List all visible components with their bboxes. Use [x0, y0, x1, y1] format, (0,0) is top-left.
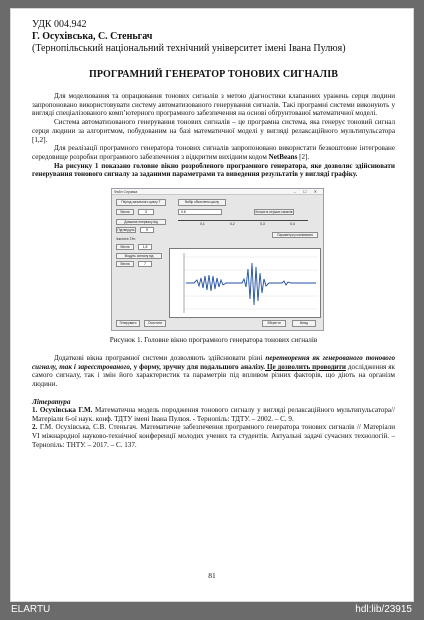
- scale-tick-3: 0,3: [260, 222, 265, 227]
- paragraph-5-e: дослідження як самого сигналу, так і змін його характеристик та параметрів під впливом різних факторів, що діють на організм людини.: [32, 362, 395, 389]
- frequency-label: Частота T/m: [116, 237, 136, 242]
- period-button: Період загального циклу T: [116, 199, 166, 206]
- reference-1: [32, 406, 395, 423]
- paragraph-1: Для моделювання та опрацювання тонових сигналів з метою діагностики клапанних уражень серця людини запропоновано використовувати систему автоматизованого генерування сигналів. Такі програмні системи виконують у вигляді спеціалізованого комп’ютерного програмного забезпечення на основі обґрунтованої математичної моделі.: [32, 92, 395, 118]
- range-button: Довжина інтервалу від: [116, 219, 166, 225]
- value-input-4: 7: [138, 261, 152, 267]
- document-page: [10, 8, 414, 602]
- value-label-1: Весна: [116, 209, 134, 215]
- signal-module-button: Модуль сигналу від: [116, 253, 162, 259]
- paragraph-5-d: Це дозволить проводити: [265, 362, 346, 371]
- authors: Г. Осухівська, С. Стеньгач: [32, 31, 153, 42]
- figure-1-app-window: [111, 188, 324, 331]
- params-button: Кількість перших каналів: [255, 210, 293, 215]
- paragraph-5-b: перетворення як генерованого тонового сигналу, так і зареєстрованого,: [32, 354, 395, 371]
- literature-heading: Література: [32, 397, 71, 406]
- reference-2: [32, 423, 395, 449]
- reference-1-text: Математична модель породження тонового сигналу у вигляді релаксаційного мультипульсатора// Матеріали 6-ої наук. конф. ТДТУ імені Івана Пулюя. - Тернопіль: ТДТУ. – 2002. – С. 9.: [32, 405, 395, 423]
- reference-2-num: 2.: [32, 423, 38, 432]
- page-number: 81: [208, 571, 216, 580]
- paragraph-2: Система автоматизованого генерування тонових сигналів – це програмна система, яка генерує тоновий сигнал серця людини за алгоритмом, побудованим на базі математичної моделі у вигляді релаксаційного мультипульсатора [1,2].: [32, 118, 395, 144]
- netbeans-term: NetBeans: [268, 152, 298, 161]
- generate-button: Генерувати: [116, 320, 140, 327]
- dispersion-button: Параметри розсіювання: [272, 232, 318, 238]
- paragraph-3-end: [2].: [297, 152, 310, 161]
- scale-tick-2: 0,2: [230, 222, 235, 227]
- window-controls: – ☐ ✕: [293, 189, 320, 195]
- value-input-2: 5: [140, 227, 154, 233]
- reference-1-num: 1.: [32, 405, 38, 414]
- affiliation: (Тернопільський національний технічний університет імені Івана Пулюя): [32, 43, 346, 54]
- paragraph-5-a: Додаткові вікна програмної системи дозволяють здійснювати різні: [54, 354, 266, 363]
- clear-button: Очистити: [144, 320, 166, 327]
- reference-1-authors: Осухівська Г.М.: [39, 405, 93, 414]
- cycle-calc-button: Вибір обчислень циклу: [178, 199, 226, 206]
- paragraph-3: [32, 144, 395, 161]
- save-button: Зберегти: [262, 320, 286, 327]
- paragraph-3-start: Для реалізації програмного генератора тонових сигналів запропоновано використати безкоштовне інтегроване середовище розробки програмного забезпечення з відкритим вихідним кодом: [32, 144, 395, 161]
- scale-tick-4: 0,4: [290, 222, 295, 227]
- select-1: 0.6: [178, 209, 222, 215]
- value-input-1: 3: [138, 209, 154, 215]
- window-menu: Файл Справка: [114, 190, 138, 195]
- udk-code: УДК 004.942: [32, 19, 87, 30]
- reference-2-text: Г.М. Осухівська, С.В. Стеньгач. Математичне забезпечення програмного генератора тонових сигналів // Матеріали VІ міжнародної науково-технічної конференції молодих учених та студентів. Актуальні задачі сучасних технологій. – Тернопіль: ТНТУ. – 2017. – С. 137.: [32, 423, 395, 449]
- scale-tick-1: 0,1: [200, 222, 205, 227]
- figure-caption: Рисунок 1. Головне вікно програмного генератора тонових сигналів: [109, 336, 318, 345]
- paragraph-5-c: у форму, зручну для подальшого аналізу.: [131, 362, 266, 371]
- value-label-2: Весна: [116, 244, 134, 250]
- scale-line: [178, 220, 308, 221]
- footer-left: ELARTU: [11, 604, 51, 615]
- window-titlebar: [112, 189, 323, 195]
- footer-right: hdl:lib/23915: [355, 604, 412, 615]
- value-input-3: 1,8: [138, 244, 152, 250]
- paragraph-5: [32, 354, 395, 389]
- confirm-button: Підтвердіть: [117, 228, 135, 233]
- exit-button: Вихід: [292, 320, 316, 327]
- signal-waveform: [170, 249, 320, 317]
- paragraph-4: На рисунку 1 показано головне вікно розробленого програмного генератора, яке дозволяє здійснювати генерування тонового сигналу за заданими параметрами та виведення результатів у вигляді графіку.: [32, 161, 395, 179]
- paper-title: ПРОГРАМНИЙ ГЕНЕРАТОР ТОНОВИХ СИГНАЛІВ: [89, 69, 338, 80]
- value-label-3: Весна: [116, 261, 134, 267]
- signal-plot: [169, 248, 321, 318]
